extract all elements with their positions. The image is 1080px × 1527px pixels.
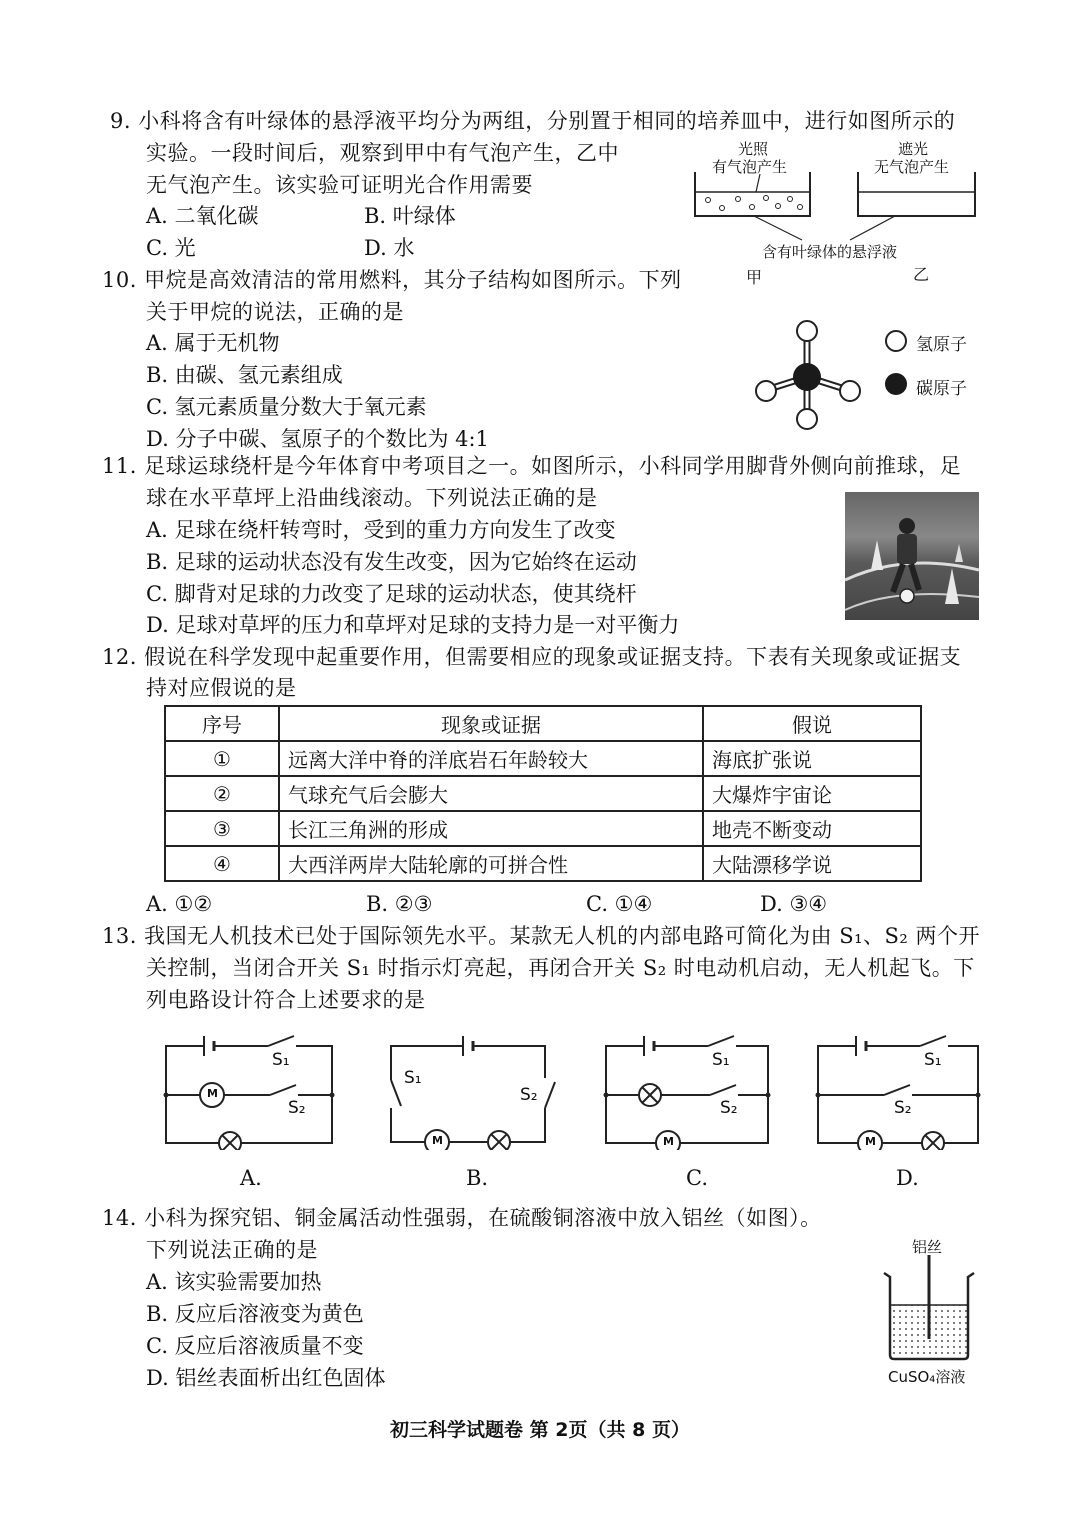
q9-option-d: D. 水 — [364, 236, 415, 260]
circuit-d-label: D. — [896, 1166, 919, 1190]
circuit-c-s1: S₁ — [712, 1050, 730, 1070]
beaker-diagram — [880, 1255, 980, 1365]
table-header: 假说 — [703, 706, 921, 741]
q13-line1: 13. 我国无人机技术已处于国际领先水平。某款无人机的内部电路可简化为由 S₁、S₂ 两个开 — [102, 924, 981, 948]
aluminum-wire-label: 铝丝 — [912, 1238, 943, 1256]
circuit-b-label: B. — [466, 1166, 489, 1190]
petri-dishes-diagram — [690, 170, 990, 280]
table-cell: ③ — [165, 811, 279, 846]
circuit-b-motor-label: M — [432, 1134, 443, 1147]
q10-line2: 关于甲烷的说法，正确的是 — [146, 300, 404, 324]
methane-molecule-diagram — [750, 315, 870, 435]
table-cell: 远离大洋中脊的洋底岩石年龄较大 — [279, 741, 703, 776]
football-photo — [845, 492, 979, 620]
q12-option-b: B. ②③ — [366, 892, 433, 916]
q10-option-c: C. 氢元素质量分数大于氧元素 — [146, 395, 427, 419]
q9-label-jia: 甲 — [746, 268, 763, 287]
q14-line2: 下列说法正确的是 — [146, 1238, 318, 1262]
q14-option-a: A. 该实验需要加热 — [146, 1270, 322, 1294]
circuit-c-label: C. — [686, 1166, 708, 1190]
evidence-table — [164, 705, 922, 882]
table-header: 现象或证据 — [279, 706, 703, 741]
table-cell: 地壳不断变动 — [703, 811, 921, 846]
table-cell: 大西洋两岸大陆轮廓的可拼合性 — [279, 846, 703, 881]
table-row — [165, 846, 921, 881]
q9-label-nobubbles: 无气泡产生 — [874, 158, 950, 176]
circuit-a-motor-label: M — [207, 1087, 218, 1100]
table-row — [165, 811, 921, 846]
circuit-a-s1: S₁ — [272, 1050, 290, 1070]
q9-option-a: A. 二氧化碳 — [146, 204, 259, 228]
legend-hydrogen: 氢原子 — [916, 335, 967, 355]
atom-legend-icons — [882, 328, 912, 398]
cuso4-solution-label: CuSO₄溶液 — [888, 1368, 966, 1386]
table-cell: ② — [165, 776, 279, 811]
circuit-d-motor-label: M — [865, 1135, 876, 1148]
q13-line3: 列电路设计符合上述要求的是 — [146, 988, 426, 1012]
circuit-a-label: A. — [240, 1166, 262, 1190]
circuit-d-s1: S₁ — [924, 1050, 942, 1070]
q14-option-d: D. 铝丝表面析出红色固体 — [146, 1366, 386, 1390]
q11-option-b: B. 足球的运动状态没有发生改变，因为它始终在运动 — [146, 550, 637, 574]
circuit-d — [812, 1030, 992, 1150]
q10-option-d: D. 分子中碳、氢原子的个数比为 4:1 — [146, 427, 489, 451]
table-header-row — [165, 706, 921, 741]
q9-caption: 含有叶绿体的悬浮液 — [762, 243, 898, 261]
q9-line3: 无气泡产生。该实验可证明光合作用需要 — [146, 173, 533, 197]
table-cell: 大爆炸宇宙论 — [703, 776, 921, 811]
table-cell: ① — [165, 741, 279, 776]
circuit-a — [160, 1030, 340, 1150]
q14-option-c: C. 反应后溶液质量不变 — [146, 1334, 364, 1358]
table-header: 序号 — [165, 706, 279, 741]
q12-option-a: A. ①② — [146, 892, 213, 916]
q10-option-b: B. 由碳、氢元素组成 — [146, 363, 343, 387]
q11-option-a: A. 足球在绕杆转弯时，受到的重力方向发生了改变 — [146, 518, 616, 542]
circuit-a-s2: S₂ — [288, 1098, 306, 1118]
q9-line2: 实验。一段时间后，观察到甲中有气泡产生，乙中 — [146, 141, 619, 165]
table-cell: ④ — [165, 846, 279, 881]
q11-option-d: D. 足球对草坪的压力和草坪对足球的支持力是一对平衡力 — [146, 613, 680, 637]
table-cell: 长江三角洲的形成 — [279, 811, 703, 846]
q9-option-c: C. 光 — [146, 236, 196, 260]
circuit-c-motor-label: M — [663, 1135, 674, 1148]
q11-line1: 11. 足球运球绕杆是今年体育中考项目之一。如图所示，小科同学用脚背外侧向前推球，足 — [102, 454, 962, 478]
q13-line2: 关控制，当闭合开关 S₁ 时指示灯亮起，再闭合开关 S₂ 时电动机启动，无人机起飞。下 — [146, 956, 975, 980]
q10-option-a: A. 属于无机物 — [146, 331, 280, 355]
q12-option-d: D. ③④ — [760, 892, 828, 916]
legend-carbon: 碳原子 — [916, 379, 967, 399]
q12-line1: 12. 假说在科学发现中起重要作用，但需要相应的现象或证据支持。下表有关现象或证据支 — [102, 645, 962, 669]
circuit-b-s2: S₂ — [520, 1085, 538, 1105]
table-row — [165, 741, 921, 776]
q9-line1: 9. 小科将含有叶绿体的悬浮液平均分为两组，分别置于相同的培养皿中，进行如图所示的 — [110, 109, 956, 133]
q11-option-c: C. 脚背对足球的力改变了足球的运动状态，使其绕杆 — [146, 582, 637, 606]
circuit-b-s1: S₁ — [404, 1068, 422, 1088]
circuit-c-s2: S₂ — [720, 1098, 738, 1118]
table-cell: 气球充气后会膨大 — [279, 776, 703, 811]
q9-option-b: B. 叶绿体 — [364, 204, 456, 228]
football-photo-drawing — [845, 492, 979, 620]
table-cell: 海底扩张说 — [703, 741, 921, 776]
table-row — [165, 776, 921, 811]
circuit-d-s2: S₂ — [894, 1098, 912, 1118]
q9-label-light: 光照 — [738, 140, 769, 158]
circuit-c — [600, 1030, 780, 1150]
q12-option-c: C. ①④ — [586, 892, 653, 916]
page-footer: 初三科学试题卷 第 2页（共 8 页） — [390, 1419, 690, 1441]
q9-label-bubbles: 有气泡产生 — [712, 158, 788, 176]
q10-line1: 10. 甲烷是高效清洁的常用燃料，其分子结构如图所示。下列 — [102, 268, 682, 292]
q9-label-yi: 乙 — [913, 265, 930, 284]
q9-label-dark: 遮光 — [898, 140, 929, 158]
q14-option-b: B. 反应后溶液变为黄色 — [146, 1302, 364, 1326]
q12-line2: 持对应假说的是 — [146, 676, 297, 700]
q14-line1: 14. 小科为探究铝、铜金属活动性强弱，在硫酸铜溶液中放入铝丝（如图）。 — [102, 1206, 822, 1230]
table-cell: 大陆漂移学说 — [703, 846, 921, 881]
q11-line2: 球在水平草坪上沿曲线滚动。下列说法正确的是 — [146, 486, 598, 510]
